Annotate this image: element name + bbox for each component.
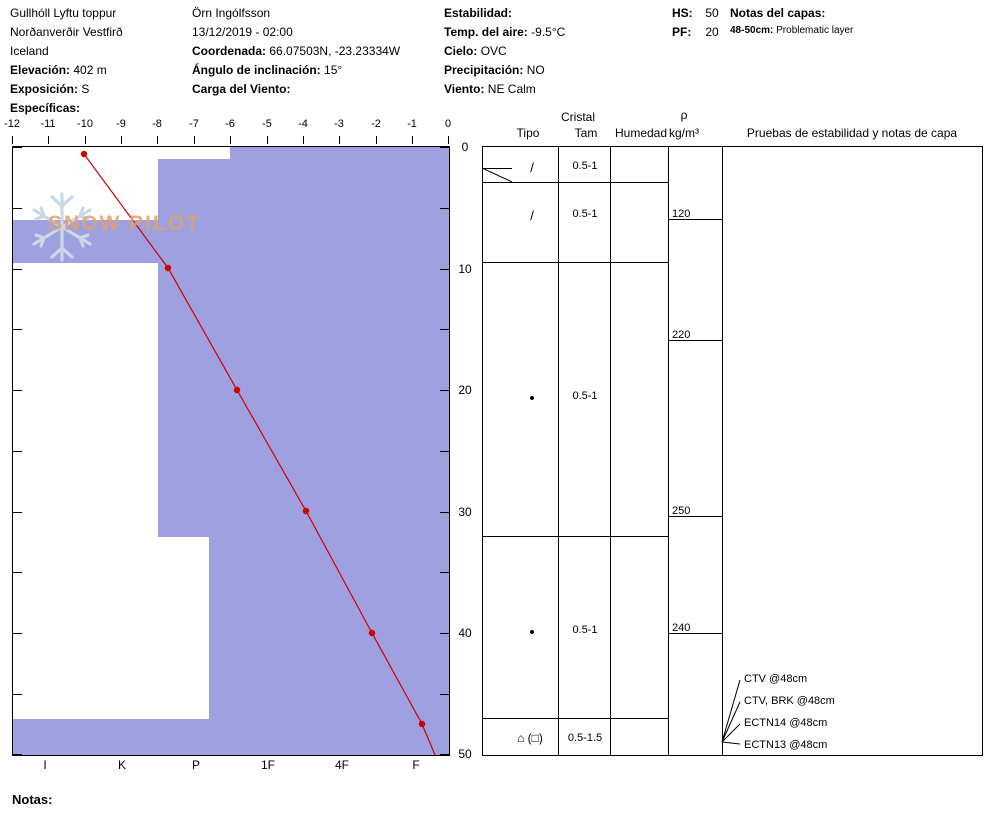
crystal-type-header: Tipo — [516, 126, 540, 140]
temp-tick-label: -12 — [4, 118, 20, 130]
location-block — [10, 4, 190, 118]
temp-tick-mark — [85, 136, 86, 144]
grain-type-glyph: / — [530, 208, 534, 223]
pf-value: 20 — [705, 25, 719, 39]
hardness-tick-label: K — [117, 758, 126, 772]
wind-load-label: Carga del Viento: — [192, 82, 291, 96]
layer-separator — [482, 718, 668, 719]
conditions-block — [444, 4, 674, 99]
wind-value: NE Calm — [487, 82, 536, 96]
grain-size-value: 0.5-1.5 — [567, 732, 603, 744]
density-value: 120 — [672, 208, 691, 220]
coordinates-value: 66.07503N, -23.23334W — [269, 44, 401, 58]
density-symbol-header: ρ — [680, 108, 688, 122]
depth-tick-label: 50 — [458, 747, 472, 761]
grain-size-value: 0.5-1 — [572, 390, 598, 402]
depth-tick-label: 10 — [458, 262, 472, 276]
temp-tick-mark — [157, 136, 158, 144]
table-border — [610, 146, 611, 756]
sky-value: OVC — [480, 44, 507, 58]
temperature-axis — [4, 118, 452, 146]
grain-type-glyph: • — [529, 390, 535, 407]
air-temp-label: Temp. del aire: — [444, 25, 528, 39]
coordinates-row — [192, 42, 444, 61]
surface-layer-slope — [482, 160, 516, 186]
crystal-group-header: Cristal — [560, 110, 595, 124]
temperature-point — [303, 508, 309, 514]
temp-tick-mark — [12, 136, 13, 144]
temperature-point — [165, 265, 171, 271]
notes-label: Notas: — [12, 792, 53, 807]
hardness-axis — [12, 756, 450, 778]
elevation-value: 402 m — [73, 63, 107, 77]
aspect-label: Exposición: — [10, 82, 79, 96]
temp-tick-label: -9 — [116, 118, 126, 130]
depth-axis — [452, 140, 478, 760]
temp-tick-mark — [230, 136, 231, 144]
temp-tick-mark — [121, 136, 122, 144]
hardness-tick-label: F — [412, 758, 420, 772]
pf-label: PF: — [672, 25, 692, 39]
layer-notes-text: Problematic layer — [776, 25, 854, 36]
grain-type-glyph: ⌂ (□) — [517, 731, 543, 745]
watermark-text: SNOW PILOT — [48, 212, 201, 235]
sky-row — [444, 42, 674, 61]
temp-tick-mark — [412, 136, 413, 144]
temperature-point — [419, 721, 425, 727]
hardness-tick-label: 1F — [260, 758, 275, 772]
grain-type-glyph: / — [530, 160, 534, 175]
stability-row — [444, 4, 674, 23]
temperature-point — [81, 151, 87, 157]
observation-datetime: 13/12/2019 - 02:00 — [192, 25, 293, 39]
temperature-line-series — [13, 147, 449, 755]
snow-profile-plot — [12, 146, 450, 756]
temp-tick-label: -8 — [152, 118, 162, 130]
stability-test-label: ECTN13 @48cm — [744, 739, 828, 751]
density-value: 240 — [672, 622, 691, 634]
precip-value: NO — [526, 63, 545, 77]
stability-test-label: ECTN14 @48cm — [744, 717, 828, 729]
slope-angle-label: Ángulo de inclinación: — [192, 63, 321, 77]
elevation-label: Elevación: — [10, 63, 71, 77]
stability-tests-header: Pruebas de estabilidad y notas de capa — [746, 126, 958, 140]
aspect-row — [10, 80, 190, 99]
stability-test-label: CTV @48cm — [744, 673, 808, 685]
hardness-tick-label: I — [43, 758, 47, 772]
precip-row — [444, 61, 674, 80]
density-units-header: kg/m³ — [669, 126, 699, 140]
temp-tick-label: 0 — [444, 118, 452, 130]
layer-separator — [482, 262, 668, 263]
temp-tick-mark — [48, 136, 49, 144]
air-temp-row — [444, 23, 674, 42]
table-border — [668, 146, 669, 756]
layer-table — [482, 146, 982, 756]
crystal-size-header: Tam — [574, 126, 598, 140]
observer-block — [192, 4, 444, 99]
temp-tick-mark — [448, 136, 449, 144]
temp-tick-mark — [303, 136, 304, 144]
hs-value: 50 — [705, 6, 719, 20]
precip-label: Precipitación: — [444, 63, 524, 77]
temp-tick-label: -3 — [334, 118, 344, 130]
sky-label: Cielo: — [444, 44, 478, 58]
density-value: 250 — [672, 505, 691, 517]
hardness-tick-label: P — [191, 758, 200, 772]
temp-tick-label: -1 — [407, 118, 417, 130]
temp-tick-label: -6 — [225, 118, 235, 130]
grain-size-value: 0.5-1 — [572, 624, 598, 636]
air-temp-value: -9.5°C — [531, 25, 566, 39]
table-border — [558, 146, 559, 756]
hardness-tick-label: 4F — [334, 758, 349, 772]
temp-tick-label: -2 — [371, 118, 381, 130]
slope-angle-value: 15° — [324, 63, 343, 77]
temp-tick-mark — [376, 136, 377, 144]
observer-name: Örn Ingólfsson — [192, 6, 271, 20]
coordinates-label: Coordenada: — [192, 44, 267, 58]
stability-test-label: CTV, BRK @48cm — [744, 695, 835, 707]
slope-angle-row — [192, 61, 444, 80]
layer-notes-block — [730, 4, 990, 39]
temp-tick-mark — [339, 136, 340, 144]
layer-notes-range: 48-50cm: — [730, 25, 774, 36]
country-name: Iceland — [10, 44, 49, 58]
grain-size-value: 0.5-1 — [572, 208, 598, 220]
temp-tick-label: -5 — [262, 118, 272, 130]
temp-tick-mark — [194, 136, 195, 144]
table-border — [982, 146, 983, 756]
temp-tick-mark — [267, 136, 268, 144]
temp-tick-label: -4 — [298, 118, 308, 130]
moisture-header: Humedad — [614, 126, 668, 140]
temp-tick-label: -7 — [189, 118, 199, 130]
layer-notes-entry — [730, 23, 990, 39]
temperature-point — [369, 630, 375, 636]
wind-label: Viento: — [444, 82, 485, 96]
specifics-label: Específicas: — [10, 101, 81, 115]
grain-size-value: 0.5-1 — [572, 160, 598, 172]
grain-type-glyph: • — [529, 624, 535, 641]
site-name: Gullhóll Lyftu toppur — [10, 6, 117, 20]
temperature-line — [84, 154, 435, 755]
specifics-row — [10, 99, 190, 118]
density-value: 220 — [672, 329, 691, 341]
layer-notes-title: Notas del capas: — [730, 6, 826, 20]
aspect-value: S — [81, 82, 90, 96]
table-border — [482, 146, 483, 756]
temp-tick-label: -10 — [77, 118, 93, 130]
profile-header — [0, 0, 994, 115]
depth-tick-label: 30 — [458, 505, 472, 519]
depth-tick-label: 20 — [458, 383, 472, 397]
region-name: Norðanverðir Vestfirð — [10, 25, 123, 39]
wind-load-row — [192, 80, 444, 99]
temperature-point — [234, 387, 240, 393]
layer-separator — [482, 536, 668, 537]
hs-label: HS: — [672, 6, 693, 20]
wind-row — [444, 80, 674, 99]
stability-label: Estabilidad: — [444, 6, 513, 20]
table-border — [482, 146, 982, 147]
elevation-row — [10, 61, 190, 80]
stability-test-leaders — [716, 670, 746, 756]
depth-tick-label: 40 — [458, 626, 472, 640]
table-border — [722, 146, 723, 756]
depth-tick-label: 0 — [461, 140, 469, 154]
temp-tick-label: -11 — [40, 118, 56, 130]
